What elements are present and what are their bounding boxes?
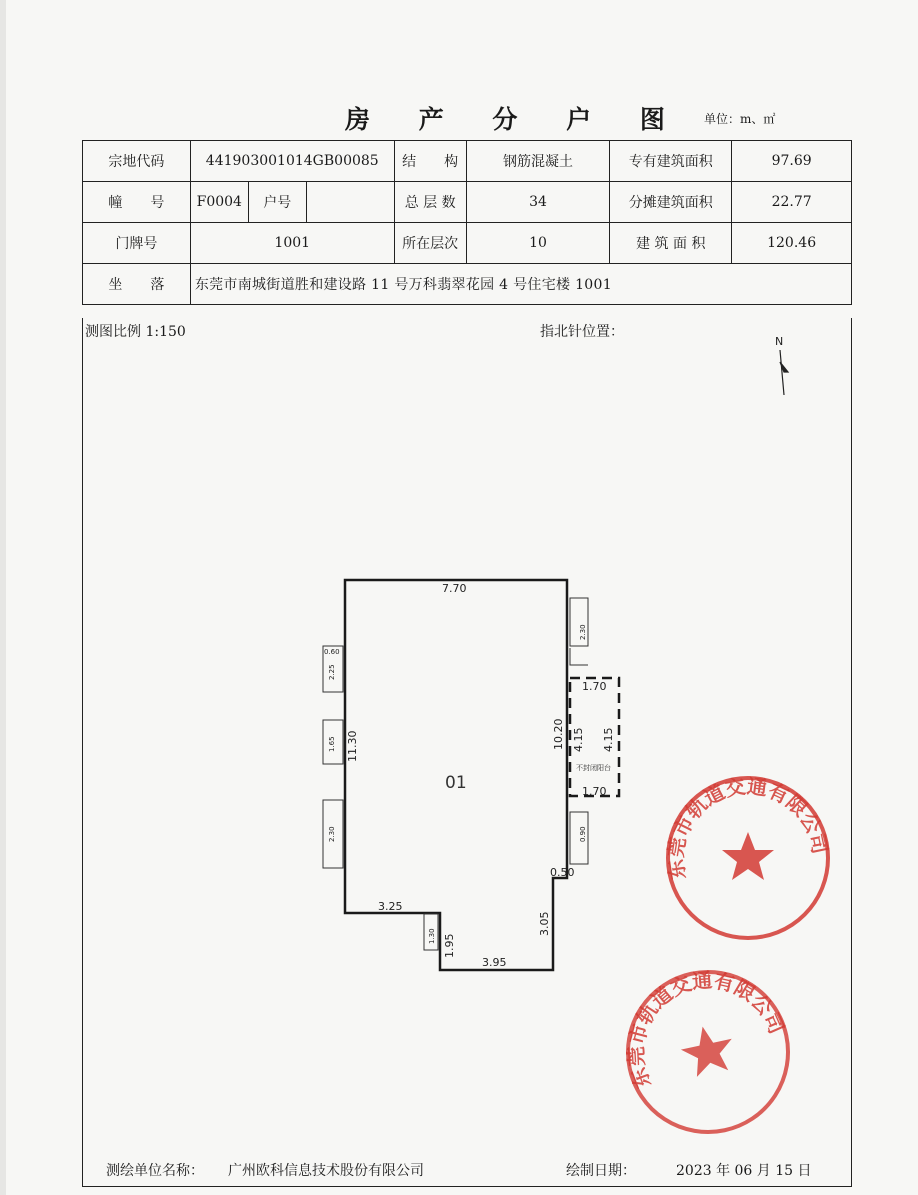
surveyor-label: 测绘单位名称： — [106, 1163, 204, 1179]
parcel-code-value: 441903001014GB00085 — [190, 141, 394, 182]
location-value: 东莞市南城街道胜和建设路 11 号万科翡翠花园 4 号住宅楼 1001 — [190, 264, 851, 305]
north-arrow-label: 指北针位置： — [540, 324, 624, 340]
floor-value: 10 — [466, 223, 610, 264]
dim-balcony-top: 1.70 — [582, 680, 607, 693]
location-label: 坐 落 — [83, 264, 191, 305]
floor-label: 所在层次 — [394, 223, 466, 264]
company-seal-2 — [608, 952, 807, 1148]
shared-area-label: 分摊建筑面积 — [610, 182, 732, 223]
structure-value: 钢筋混凝土 — [466, 141, 610, 182]
dim-balcony-bottom: 1.70 — [582, 785, 607, 798]
seal-text-1: 东莞市轨道交通有限公司 — [663, 773, 833, 882]
dim-bottom: 3.95 — [482, 956, 507, 969]
company-seal-1 — [663, 774, 832, 938]
scale-label: 测图比例 1:150 — [85, 324, 186, 340]
unit-no-label: 户号 — [248, 182, 306, 223]
exclusive-area-value: 97.69 — [732, 141, 852, 182]
dim-bottom-left: 3.25 — [378, 900, 403, 913]
dim-window-depth: 0.60 — [324, 648, 340, 656]
parcel-code-label: 宗地代码 — [83, 141, 191, 182]
page-title: 房 产 分 户 图 — [345, 105, 685, 134]
dim-window-e: 0.90 — [579, 826, 587, 842]
total-floors-label: 总 层 数 — [394, 182, 466, 223]
bay-window-right-bracket — [570, 648, 588, 665]
dim-right: 10.20 — [552, 718, 565, 750]
north-arrow-icon — [780, 350, 788, 395]
building-no-value: F0004 — [190, 182, 248, 223]
total-floors-value: 34 — [466, 182, 610, 223]
dim-offset: 0.50 — [550, 866, 575, 879]
dim-window-d: 2.30 — [579, 624, 587, 640]
shared-area-value: 22.77 — [732, 182, 852, 223]
date-label: 绘制日期： — [566, 1163, 636, 1179]
north-letter: N — [775, 335, 784, 348]
door-no-value: 1001 — [190, 223, 394, 264]
dim-step-left: 1.95 — [443, 933, 456, 958]
building-no-label: 幢 号 — [83, 182, 191, 223]
seal-text-2: 东莞市轨道交通有限公司 — [623, 967, 789, 1092]
exclusive-area-label: 专有建筑面积 — [610, 141, 732, 182]
balcony-label: 不封闭阳台 — [576, 764, 611, 772]
dim-step-right: 3.05 — [538, 911, 551, 936]
dim-top: 7.70 — [442, 582, 467, 595]
surveyor-value: 广州欧科信息技术股份有限公司 — [228, 1163, 424, 1179]
dim-window-f: 1.30 — [428, 928, 436, 944]
building-area-value: 120.46 — [732, 223, 852, 264]
date-value: 2023 年 06 月 15 日 — [676, 1163, 812, 1179]
dim-left: 11.30 — [346, 730, 359, 762]
door-no-label: 门牌号 — [83, 223, 191, 264]
dim-balcony-inner: 4.15 — [572, 727, 585, 752]
room-label: 01 — [445, 773, 467, 793]
building-area-label: 建 筑 面 积 — [610, 223, 732, 264]
dim-window-c: 2.30 — [328, 826, 336, 842]
dim-window-a: 2.25 — [328, 664, 336, 680]
dim-window-b: 1.65 — [328, 736, 336, 752]
structure-label: 结 构 — [394, 141, 466, 182]
unit-note: 单位：m、㎡ — [704, 112, 776, 126]
dim-balcony-outer: 4.15 — [602, 727, 615, 752]
